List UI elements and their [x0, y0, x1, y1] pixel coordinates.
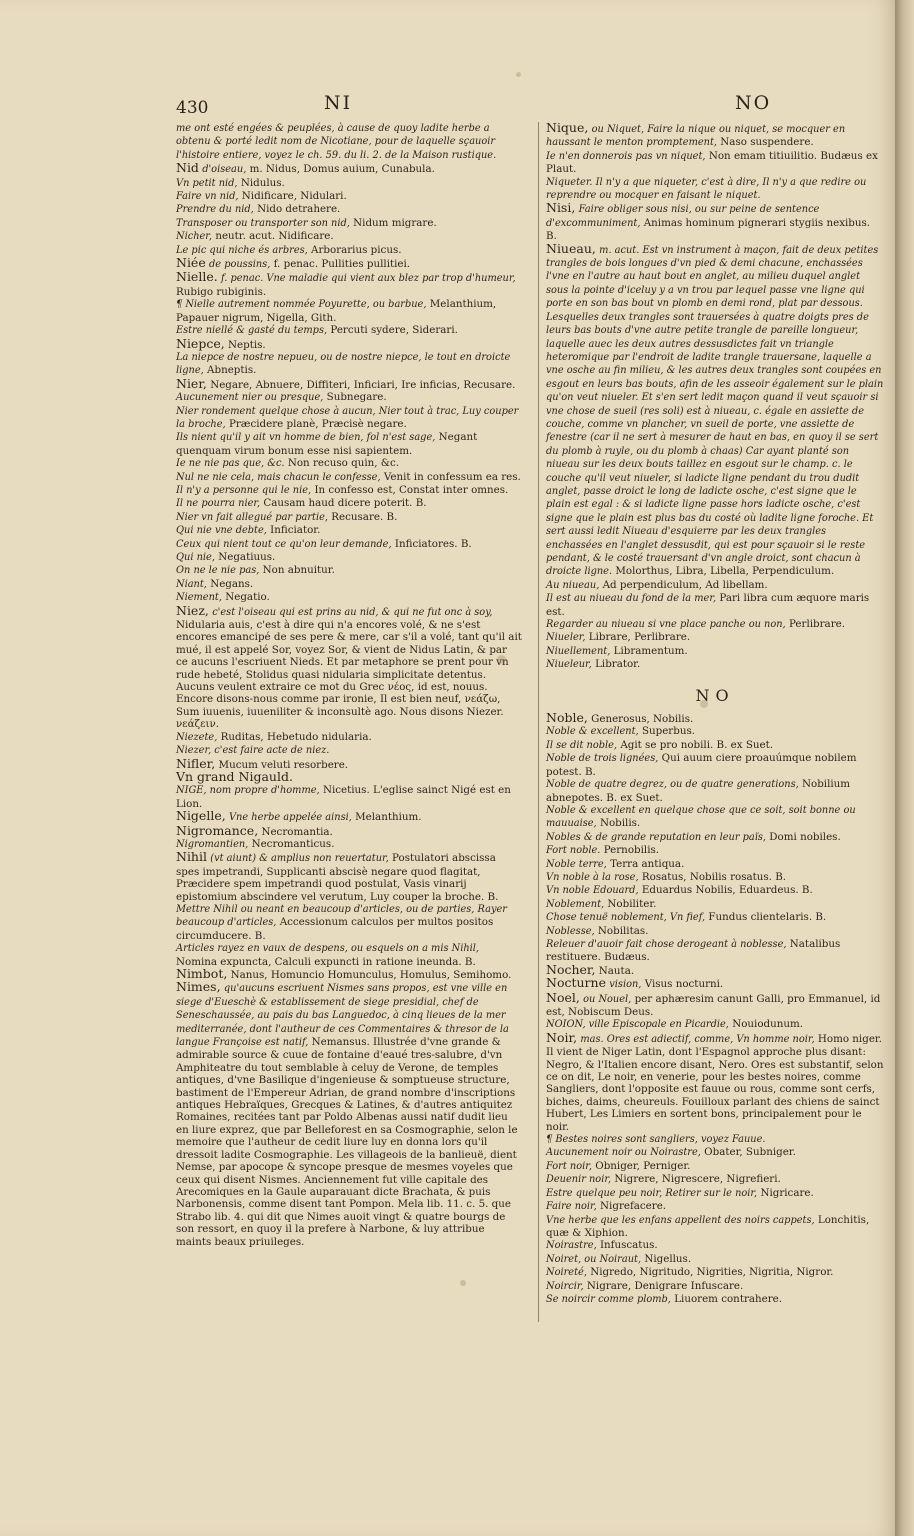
latin-text: Nobilis. [599, 817, 641, 830]
dictionary-entry [176, 203, 522, 216]
latin-text: Nidularia auis, c'est à dire qui n'a encores volé, & ne s'est encores emancipé de ses pere & mere, car s'il a volé, tant qu'il ait mué, il est appelé Sor, voyez Sor, & vient de Nidus Latin, & par ce aucuns l'escriuent Nieds. Et par metaphore se prent pour vn rude hebeté, Stolidus quasi nidularia simplicitate detentus. Aucuns veulent extraire ce mot du Grec νέος, id est, nouus. Encore disons-nous comme par ironie, Il est bien neuf, νεάζω, Sum iuuenis, iuueniliter & inconsultè ago. Nous disons Niezer. νεάζειν. [176, 619, 522, 731]
french-text: Fort noir, [546, 1160, 592, 1172]
french-text: Nobles & de grande reputation en leur païs, [546, 831, 766, 843]
dictionary-entry [546, 844, 884, 857]
french-text: Ie ne nie pas que, &c. [176, 458, 285, 470]
latin-text: Inficiatores. B. [394, 537, 472, 550]
french-text: Se noircir comme plomb, [546, 1293, 671, 1305]
latin-text: Nidificare, Nidulari. [241, 190, 347, 203]
dictionary-entry [546, 1146, 884, 1159]
french-text: Il ne pourra nier, [176, 498, 261, 510]
dictionary-entry [546, 240, 884, 579]
latin-text: Negatiuus. [218, 551, 276, 563]
dictionary-entry [176, 981, 522, 1248]
french-text: Qui nie, [176, 552, 215, 563]
dictionary-entry [176, 335, 522, 351]
dictionary-entry [176, 838, 522, 851]
latin-text: Generosus, Nobilis. [591, 713, 694, 726]
french-text: Nier rondement quelque chose à aucun, Nier tout à trac, Luy couper la broche, [176, 405, 519, 430]
dictionary-entry [546, 1187, 884, 1200]
french-text: de poussins, [209, 259, 271, 271]
french-text: Niqueter. Il n'y a que niqueter, c'est à dire, Il n'y a que redire ou reprendre ou mocquer en faisant le niquet. [546, 176, 867, 202]
column-divider [538, 122, 539, 1322]
latin-text: Nidum migrare. [353, 216, 437, 229]
dictionary-entry [546, 752, 884, 778]
dictionary-entry [546, 778, 884, 804]
latin-text: Non emam titiuilitio. Budæus ex Plaut. [546, 149, 878, 176]
latin-text: Negans. [210, 577, 254, 590]
dictionary-entry [546, 725, 884, 738]
dictionary-entry [176, 190, 522, 203]
dictionary-entry [176, 551, 522, 564]
latin-text: Eduardus Nobilis, Eduardeus. B. [641, 884, 813, 897]
latin-text: Neptis. [228, 338, 266, 351]
dictionary-entry [176, 271, 522, 298]
dictionary-entry [176, 324, 522, 337]
french-text: Noble de trois lignées, [546, 753, 659, 765]
dictionary-entry [176, 602, 522, 731]
dictionary-entry [176, 851, 522, 903]
latin-text: Abneptis. [207, 364, 257, 377]
french-text: Niueleur, [546, 659, 592, 671]
dictionary-entry [546, 884, 884, 897]
latin-text: Nidulus. [240, 176, 285, 189]
headword: Niueau, [546, 240, 596, 256]
latin-text: Pari libra cum æquore maris est. [546, 592, 870, 618]
latin-text: Arborarius picus. [311, 243, 402, 256]
headword: Nihil [176, 849, 207, 865]
headword: Niepce, [176, 335, 225, 351]
french-text: Noiret, ou Noiraut, [546, 1253, 642, 1265]
latin-text: Terra antiqua. [610, 857, 685, 870]
french-text: Nul ne nie cela, mais chacun le confesse, [176, 471, 381, 483]
dictionary-entry [546, 176, 884, 203]
dictionary-entry [176, 257, 522, 271]
french-text: Nigromantien, [176, 838, 249, 850]
dictionary-entry [546, 804, 884, 831]
headword: Noir, [546, 1029, 578, 1045]
latin-text: In confesso est, Constat inter omnes. [314, 483, 509, 496]
dictionary-entry [176, 591, 522, 604]
latin-text: Nauta. [598, 964, 635, 977]
dictionary-entry [176, 524, 522, 537]
dictionary-entry [176, 457, 522, 470]
latin-text: Nomina expuncta, Calculi expuncti in ratione ineunda. B. [176, 955, 476, 968]
dictionary-entry [546, 1173, 884, 1186]
french-text: Noircir, [546, 1280, 584, 1292]
latin-text: Natalibus restituere. Budæus. [546, 937, 841, 964]
french-text: Au niueau, [546, 579, 600, 591]
dictionary-entry [176, 942, 522, 968]
headword: Nimbot, [176, 966, 228, 981]
dictionary-entry [546, 871, 884, 884]
french-text: Regarder au niueau si vne place panche ou non, [546, 619, 786, 631]
latin-text: Negatio. [225, 591, 270, 604]
latin-text: Nicetius. L'eglise sainct Nigé est en Lion. [176, 784, 511, 810]
french-text: c'est l'oiseau qui est prins au nid, & qui ne fut onc à soy, [212, 606, 493, 618]
headword: Vn grand Nigauld. [176, 768, 293, 784]
dictionary-entry [546, 989, 884, 1019]
latin-text: Homo niger. Il vient de Niger Latin, dont l'Espagnol approche plus disant: Negro, & l'Italien encore disant, Nero. Ores est substantif, selon ce on dit, Le noir, en venerie, pour les bestes noires, comme Sangliers, dont l'opposite est fauue ou rous, comme sont cerfs, biches, daims, cheureuls. Fouilloux parlant des chiens de sainct Hubert, Les Limiers en sortent bons, principalement pour le noir. [546, 1032, 884, 1133]
dictionary-entry [176, 903, 522, 942]
french-text: Le pic qui niche és arbres, [176, 244, 308, 256]
headword: Nigromance, [176, 822, 259, 838]
dictionary-entry [546, 579, 884, 592]
dictionary-entry [546, 925, 884, 938]
french-text: qu'aucuns escriuent Nismes sans propos, est vne ville en siege d'Eueschè & establissement de siege presidial, chef de Seneschaussée, au pais du bas Languedoc, à cinq lieues de la mer mediterranée, dont l'autheur de ces Commentaires & thresor de la langue Françoise est natif, [176, 983, 509, 1049]
headword: Nocher, [546, 961, 596, 977]
french-text: (vt aiunt) & amplius non reuertatur, [210, 853, 389, 865]
running-head-right: NO [735, 92, 772, 114]
dictionary-entry [546, 712, 884, 725]
dictionary-entry [176, 484, 522, 497]
latin-text: Rosatus, Nobilis rosatus. B. [641, 870, 787, 883]
french-text: Noblement, [546, 898, 605, 910]
headword: Nifler, [176, 755, 216, 771]
headword: Nisi, [546, 200, 576, 216]
french-text: d'oiseau, [202, 164, 247, 176]
latin-text: Nigrere, Nigrescere, Nigrefieri. [614, 1173, 781, 1186]
headword: Nid [176, 160, 199, 176]
french-text: Niant, [176, 578, 207, 590]
headword: Nimes, [176, 979, 221, 995]
latin-text: Obater, Subniger. [704, 1146, 796, 1159]
dictionary-entry [546, 122, 884, 150]
dictionary-entry [546, 858, 884, 871]
dictionary-entry [176, 122, 522, 162]
latin-text: Perlibrare. [788, 618, 845, 631]
latin-text: per aphæresim canunt Galli, pro Emmanuel, id est, Nobiscum Deus. [546, 992, 881, 1018]
dictionary-entry [176, 538, 522, 551]
dictionary-entry [176, 511, 522, 524]
french-text: ou Nouel, [583, 993, 632, 1005]
latin-text: Nobilitas. [597, 924, 649, 937]
french-text: Noble terre, [546, 858, 607, 870]
french-text: Noblesse, [546, 925, 595, 937]
dictionary-entry [546, 1253, 884, 1266]
french-text: Faire noir, [546, 1201, 597, 1213]
dictionary-entry [546, 150, 884, 176]
french-text: Ie n'en donnerois pas vn niquet, [546, 150, 706, 162]
french-text: Vn noble à la rose, [546, 871, 639, 883]
latin-text: Libramentum. [613, 644, 688, 657]
french-text: Transposer ou transporter son nid, [176, 217, 350, 229]
latin-text: Nigrefacere. [600, 1200, 667, 1213]
page-number: 430 [176, 98, 209, 118]
dictionary-entry [176, 230, 522, 243]
latin-text: Obniger, Perniger. [595, 1159, 691, 1172]
french-text: vision, [609, 979, 642, 991]
french-text: Mettre Nihil ou neant en beaucoup d'articles, ou de parties, Rayer beaucoup d'articles, [176, 903, 507, 929]
dictionary-entry [546, 1160, 884, 1173]
headword: Nique, [546, 120, 589, 135]
dictionary-entry [546, 618, 884, 631]
latin-text: Infuscatus. [599, 1239, 658, 1252]
headword: Nocturne [546, 975, 606, 991]
latin-text: Naso suspendere. [720, 136, 814, 149]
headword: Nielle. [176, 269, 218, 285]
french-text: ou Niquet, Faire la nique ou niquet, se mocquer en haussant le menton promptement, [546, 124, 846, 149]
dictionary-entry [546, 658, 884, 671]
french-text: NIGE, nom propre d'homme, [176, 785, 320, 797]
latin-text: Nigrare, Denigrare Infuscare. [586, 1279, 744, 1292]
dictionary-entry [546, 631, 884, 644]
french-text: Aucunement noir ou Noirastre, [546, 1147, 701, 1159]
dictionary-entry [546, 592, 884, 618]
dictionary-entry [546, 898, 884, 911]
dictionary-entry [546, 1280, 884, 1293]
french-text: Noble & excellent en quelque chose que ce soit, soit bonne ou mauuaise, [546, 804, 856, 830]
french-text: Niement, [176, 592, 222, 604]
latin-text: Visus nocturni. [644, 978, 724, 991]
french-text: NOION, ville Episcopale en Picardie, [546, 1019, 729, 1031]
latin-text: Ad perpendiculum, Ad libellam. [602, 578, 768, 591]
headword: Niée [176, 255, 206, 271]
french-text: Ils nient qu'il y ait vn homme de bien, fol n'est sage, [176, 432, 436, 444]
latin-text: Necromanticus. [251, 837, 335, 850]
dictionary-entry [176, 244, 522, 257]
dictionary-entry [546, 1266, 884, 1279]
running-head-left: NI [324, 92, 353, 114]
dictionary-entry [546, 1293, 884, 1306]
french-text: Niezer, c'est faire acte de niez. [176, 745, 330, 757]
french-text: Noble & excellent, [546, 726, 639, 738]
latin-text: Percuti sydere, Siderari. [330, 324, 458, 337]
french-text: Il est au niueau du fond de la mer, [546, 593, 717, 605]
french-text: Fort noble. [546, 845, 601, 857]
latin-text: Subnegare. [326, 391, 387, 404]
dictionary-entry [546, 1018, 884, 1031]
dictionary-entry [546, 1133, 884, 1146]
french-text: Vne herbe que les enfans appellent des noirs cappets, [546, 1214, 815, 1226]
french-text: m. acut. Est vn instrument à maçon, fait de deux petites trangles de bois longues d'vn pied & demi chacune, enchassées l'vne en l'autre au haut bout en anglet, au milieu duquel anglet sous la pointe d'iceluy y a vn trou par lequel passe vne ligne qui porte en son bas bout vn plomb en demi rond, plat par dessous. Lesquelles deux trangles sont trauersées à quatre doigts pres de leurs bas bouts d'vne autre petite trangle de pareille longueur, laquelle auec les deux autres dessusdictes fait vn triangle heteromique par l'endroit de ladite trangle trauersane, laquelle a vne osche au fin milieu, & les autres deux trangles sont coupées en esgout en leurs bas bouts, afin de les asseoir également sur le plain qu'on veut niueler. Et s'en sert ledit maçon quand il veut sçauoir si vne chose de sueil (res soli) est à niueau, c. égale en assiette de couche, comme vn plancher, vn sueil de porte, vne assiette de fenestre (car il ne sert à mesurer de haut en bas, en quoy il se sert du plomb à ruyle, ou du plomb à chaas) Car ayant planté son niueau sur les deux bouts taillez en esgout sur le champ. c. le couche qu'il veut niueler, si ladicte ligne pendant du trou dudit anglet, passe droict le long de ladicte osche, c'est signe que le plain est egal : & si ladicte ligne passe hors ladicte osche, c'est signe que le plain est plus bas du costé où ladite ligne foroche. Et sert aussi ledit Niueau d'esquierre par les deux trangles enchassées en l'anglet dessusdit, qui est pour sçauoir si le reste pendant, & le costé trauersant d'vn angle droict, sont chacun à droicte ligne. [546, 244, 884, 578]
dictionary-entry [176, 375, 522, 391]
dictionary-entry [546, 911, 884, 924]
latin-text: Librare, Perlibrare. [588, 631, 691, 644]
latin-text: Non recuso quin, &c. [287, 457, 400, 470]
latin-text: Nobilium abnepotes. B. ex Suet. [546, 778, 851, 804]
latin-text: m. Nidus, Domus auium, Cunabula. [249, 163, 435, 176]
french-text: mas. Ores est adiectif, comme, Vn homme noir, [580, 1033, 815, 1045]
latin-text: Molorthus, Libra, Libella, Perpendiculum. [615, 565, 835, 578]
dictionary-entry [176, 968, 522, 981]
latin-text: Postulatori abscissa spes impetrandi, Supplicanti abscisè negare quod flagitat, Præcidere spem impetrandi quod postulat, Vasis vinarij epistomium abscindere vel verutum, Luy couper la broche. B. [176, 852, 499, 903]
dictionary-entry [546, 202, 884, 242]
french-text: Aucunement nier ou presque, [176, 392, 324, 404]
french-text: Chose tenuë noblement, Vn fief, [546, 912, 706, 924]
latin-text: f. penac. Pullities pullitiei. [273, 258, 411, 271]
latin-text: Necromantia. [261, 825, 333, 838]
latin-text: Non abnuitur. [262, 564, 335, 577]
dictionary-entry [176, 578, 522, 591]
french-text: La niepce de nostre nepueu, ou de nostre niepce, le tout en droicte ligne, [176, 351, 511, 377]
dictionary-entry [176, 431, 522, 457]
latin-text: Agit se pro nobili. B. ex Suet. [620, 738, 774, 751]
french-text: Noirastre, [546, 1240, 597, 1252]
paper-stain [460, 1280, 466, 1286]
paper-stain [700, 700, 708, 708]
headword: Niez, [176, 602, 209, 618]
latin-text: Accessionum calculos per multos positos circumducere. B. [176, 916, 494, 942]
latin-text: Superbus. [641, 725, 696, 738]
dictionary-entry [176, 217, 522, 230]
french-text: Estre quelque peu noir, Retirer sur le noir, [546, 1187, 758, 1199]
dictionary-entry [546, 739, 884, 752]
french-text: Releuer d'auoir fait chose derogeant à noblesse, [546, 938, 787, 950]
latin-text: Animas hominum pignerari stygiis nexibus. B. [546, 216, 871, 243]
french-text: Vne herbe appelée ainsi, [228, 812, 352, 824]
latin-text: Rubigo rubiginis. [176, 285, 267, 298]
latin-text: Mucum veluti resorbere. [218, 758, 349, 771]
dictionary-entry [176, 177, 522, 190]
dictionary-entry [546, 1200, 884, 1213]
dictionary-entry [176, 731, 522, 744]
latin-text: Nigricare. [760, 1186, 814, 1199]
french-text: Estre niellé & gasté du temps, [176, 325, 328, 337]
french-text: Articles rayez en vaux de despens, ou esquels on a mis Nihil, [176, 943, 480, 955]
dictionary-entry [176, 471, 522, 484]
latin-text: Nigellus. [644, 1252, 692, 1265]
french-text: me ont esté engées & peuplées, à cause de quoy ladite herbe a obtenu & porté ledit nom de Nicotiane, pour de laquelle sçauoir l'histoire entiere, voyez le ch. 59. du li. 2. de la Maison rustique. [176, 123, 497, 161]
latin-text: Negant quenquam virum bonum esse nisi sapientem. [176, 431, 478, 457]
latin-text: Fundus clientelaris. B. [708, 911, 827, 924]
french-text: Noble de quatre degrez, ou de quatre generations, [546, 779, 799, 791]
latin-text: Pernobilis. [603, 844, 660, 857]
french-text: Niueler, [546, 632, 586, 644]
dictionary-entry [546, 1029, 884, 1133]
dictionary-entry [546, 1214, 884, 1240]
dictionary-entry [176, 822, 522, 838]
french-text: Qui nie vne debte, [176, 525, 267, 537]
latin-text: neutr. acut. Nidificare. [215, 230, 334, 243]
french-text: Vn petit nid, [176, 177, 238, 189]
dictionary-entry [546, 1239, 884, 1252]
latin-text: Inficiator. [270, 524, 321, 537]
dictionary-entry [176, 298, 522, 324]
french-text: ¶ Nielle autrement nommée Poyurette, ou barbue, [176, 299, 427, 311]
headword: Noble, [546, 710, 588, 726]
dictionary-entry [176, 784, 522, 810]
latin-text: Nouiodunum. [732, 1018, 804, 1031]
french-text: On ne le nie pas, [176, 565, 260, 577]
french-text: Niuellement, [546, 645, 611, 657]
latin-text: Qui auum ciere proauúmque nobilem potest. B. [546, 752, 857, 778]
headword: Nier, [176, 375, 207, 391]
french-text: Faire vn nid, [176, 191, 239, 203]
dictionary-entry [546, 938, 884, 964]
dictionary-entry [176, 351, 522, 378]
french-text: Prendre du nid, [176, 204, 254, 216]
latin-text: Nanus, Homuncio Homunculus, Homulus, Semihomo. [230, 969, 512, 981]
french-text: Vn noble Edouard, [546, 885, 639, 897]
latin-text: Venit in confessum ea res. [383, 470, 521, 483]
page-edge [895, 0, 914, 1536]
dictionary-entry [176, 391, 522, 404]
dictionary-entry [546, 831, 884, 844]
left-column [176, 122, 522, 1248]
dictionary-entry [546, 645, 884, 658]
latin-text: Nido detrahere. [257, 203, 341, 216]
french-text: Nicher, [176, 231, 213, 243]
paper-stain [497, 655, 506, 664]
french-text: Noireté, [546, 1267, 587, 1279]
latin-text: Ruditas, Hebetudo nidularia. [220, 730, 372, 743]
latin-text: Nigredo, Nigritudo, Nigrities, Nigritia, Nigror. [590, 1266, 834, 1279]
french-text: ¶ Bestes noires sont sangliers, voyez Fauue. [546, 1134, 766, 1146]
latin-text: Lonchitis, quæ & Xiphion. [546, 1213, 870, 1239]
latin-text: Domi nobiles. [769, 830, 841, 843]
dictionary-entry [176, 768, 522, 784]
latin-text: Nobiliter. [607, 897, 657, 910]
latin-text: Recusare. B. [331, 510, 398, 523]
headword: Nigelle, [176, 808, 226, 824]
french-text: f. penac. Vne maladie qui vient aux blez par trop d'humeur, [220, 273, 516, 285]
latin-text: Liuorem contrahere. [674, 1292, 783, 1305]
dictionary-entry [176, 405, 522, 432]
section-heading: NO [695, 685, 735, 705]
latin-text: Causam haud dicere poterit. B. [263, 497, 427, 510]
dictionary-entry [546, 977, 884, 991]
french-text: Il se dit noble, [546, 739, 618, 751]
french-text: Ceux qui nient tout ce qu'on leur demande, [176, 538, 392, 550]
french-text: Niezete, [176, 731, 218, 743]
dictionary-entry [176, 162, 522, 176]
headword: Noel, [546, 989, 580, 1005]
right-column [546, 122, 884, 1306]
dictionary-entry [176, 744, 522, 757]
latin-text: Melanthium, Papauer nigrum, Nigella, Gith. [176, 298, 497, 324]
french-text: Faire obliger sous nisi, ou sur peine de sentence d'excommuniment, [546, 204, 820, 229]
latin-text: Librator. [595, 658, 641, 671]
french-text: Il n'y a personne qui le nie, [176, 484, 312, 496]
dictionary-entry [176, 497, 522, 510]
latin-text: Negare, Abnuere, Diffiteri, Inficiari, Ire inficias, Recusare. [210, 378, 516, 391]
latin-text: Præcidere planè, Præcisè negare. [228, 417, 407, 430]
paper-stain [516, 72, 521, 77]
latin-text: Melanthium. [355, 811, 422, 824]
french-text: Deuenir noir, [546, 1174, 612, 1186]
dictionary-entry [176, 564, 522, 577]
latin-text: Nemansus. Illustrée d'vne grande & admirable source & cuue de fontaine d'eaué tres-salubre, d'vn Amphiteatre du tout semblable à celuy de Verone, de temples antiques, d'vne Basilique d'ingenieuse & somptueuse structure, bastiment de l'Empereur Adrian, de grand nombre d'inscriptions antiques Hebraïques, Grecques & Latines, & d'autres antiquitez Romaines, recitées tant par Poldo Albenas aussi natif dudit lieu en liure exprez, que par Belleforest en sa Cosmographie, selon le memoire que l'autheur de cedit liure luy en donna lors qu'il dressoit ladite Cosmographie. Les villageois de la banlieuë, dient Nemse, par apocope & syncope presque de mesmes voyeles que ceux qui disent Nismes. Anciennement fut ville capitale des Arecomiques en la Gaule auparauant dicte Brachata, & puis Narbonensis, comme disent tant Pompon. Mela lib. 11. c. 5. que Strabo lib. 4. qui dit que Nimes auoit vingt & quatre bourgs de son ressort, en quoy il la prefere à Narbone, & luy attribue maints beaux priuileges. [176, 1036, 518, 1248]
french-text: Nier vn fait allegué par partie, [176, 511, 328, 523]
